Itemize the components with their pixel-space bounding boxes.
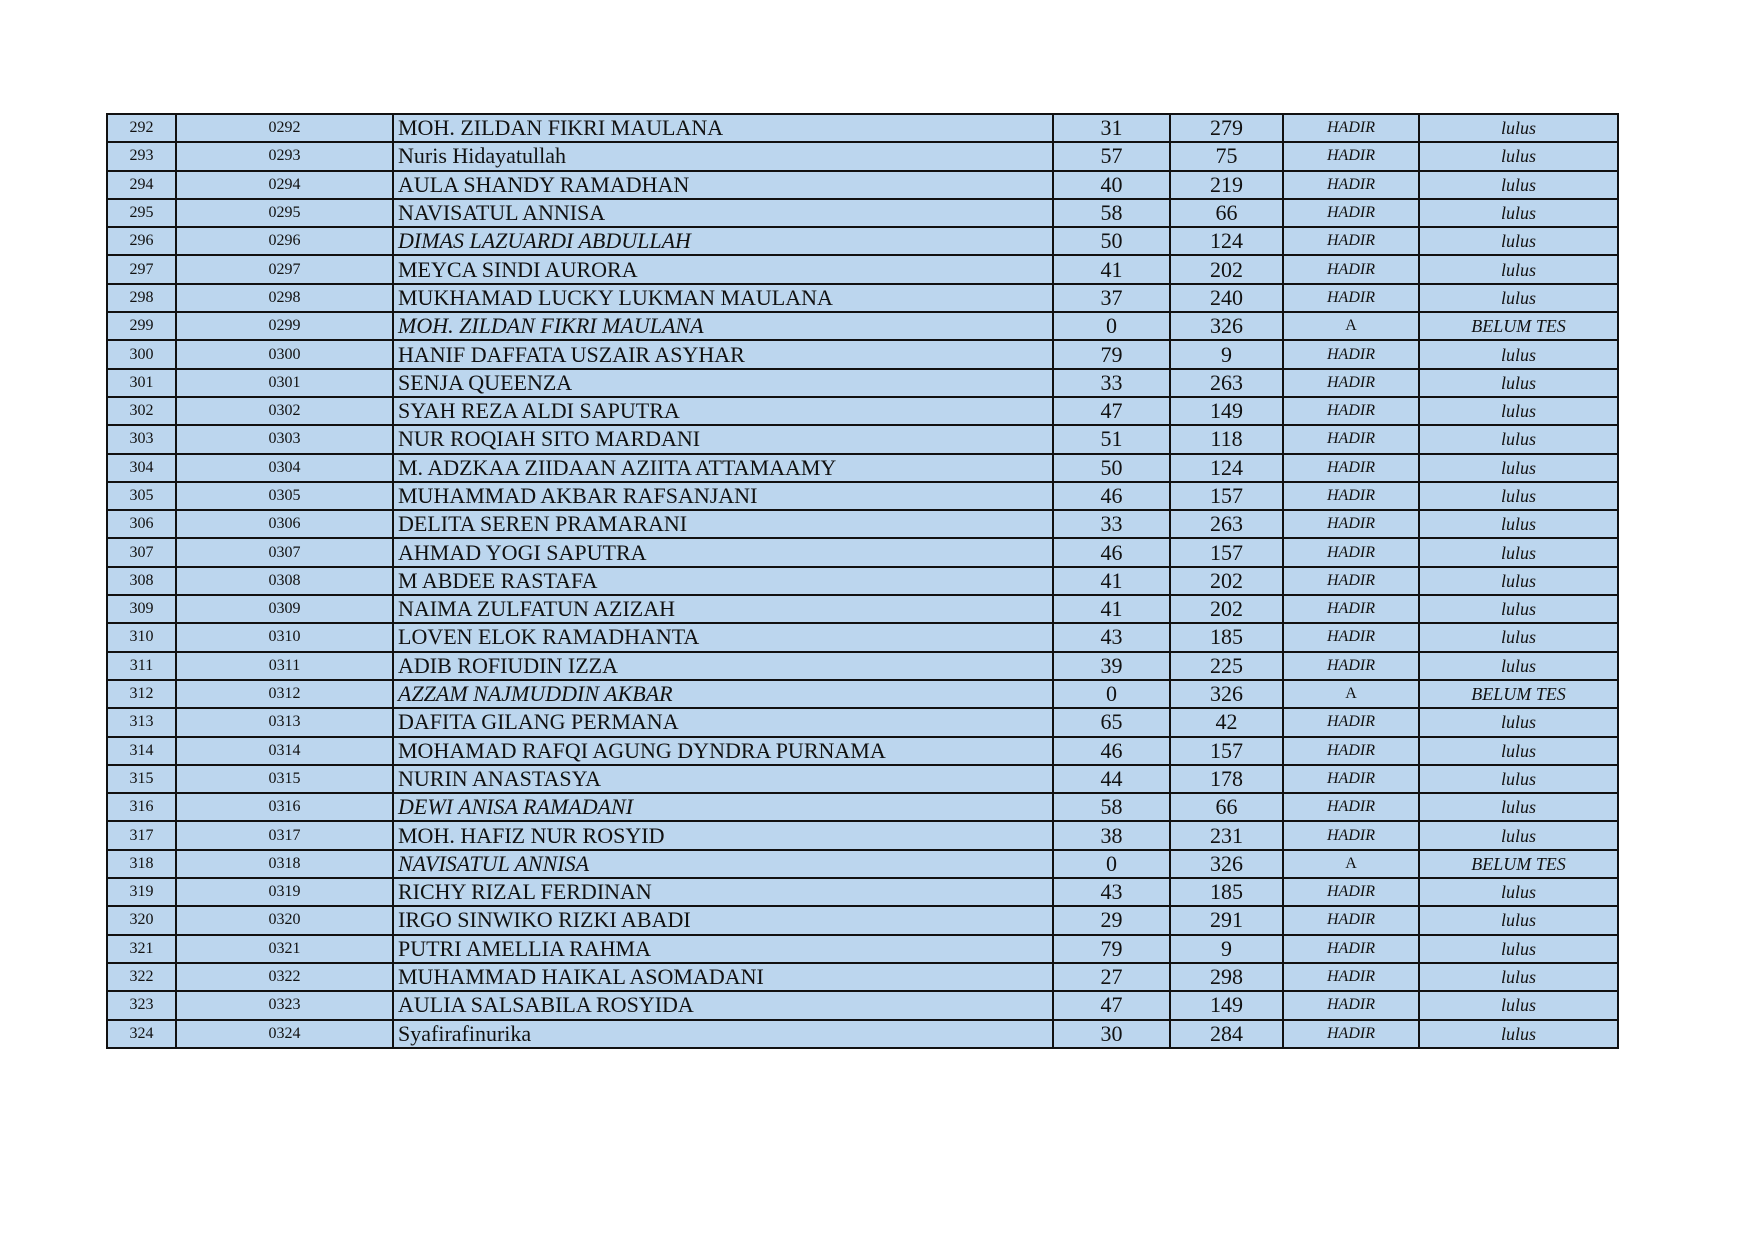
score-cell: 46 [1053, 482, 1170, 510]
score-cell: 0 [1053, 680, 1170, 708]
table-row [107, 255, 1618, 283]
row-number-cell: 294 [107, 171, 176, 199]
table-row [107, 227, 1618, 255]
score-cell: 57 [1053, 142, 1170, 170]
result-status-cell: lulus [1419, 793, 1618, 821]
participant-code-cell: 0316 [176, 793, 393, 821]
participant-name-cell: MOH. ZILDAN FIKRI MAULANA [393, 114, 1053, 142]
score-cell: 46 [1053, 737, 1170, 765]
result-status-cell: BELUM TES [1419, 680, 1618, 708]
result-status-cell: lulus [1419, 284, 1618, 312]
attendance-status-cell: HADIR [1283, 142, 1419, 170]
table-row [107, 171, 1618, 199]
table-row [107, 1020, 1618, 1048]
attendance-status-cell: HADIR [1283, 737, 1419, 765]
result-status-cell: lulus [1419, 538, 1618, 566]
attendance-status-cell: HADIR [1283, 821, 1419, 849]
result-status-cell: lulus [1419, 454, 1618, 482]
participant-name-cell: IRGO SINWIKO RIZKI ABADI [393, 906, 1053, 934]
rank-cell: 75 [1170, 142, 1283, 170]
attendance-status-cell: A [1283, 680, 1419, 708]
attendance-status-cell: HADIR [1283, 652, 1419, 680]
participant-code-cell: 0313 [176, 708, 393, 736]
rank-cell: 202 [1170, 255, 1283, 283]
score-cell: 0 [1053, 850, 1170, 878]
rank-cell: 124 [1170, 227, 1283, 255]
result-status-cell: lulus [1419, 482, 1618, 510]
attendance-status-cell: HADIR [1283, 340, 1419, 368]
participant-code-cell: 0295 [176, 199, 393, 227]
attendance-status-cell: HADIR [1283, 906, 1419, 934]
rank-cell: 326 [1170, 680, 1283, 708]
table-row [107, 935, 1618, 963]
rank-cell: 185 [1170, 623, 1283, 651]
participant-name-cell: M. ADZKAA ZIIDAAN AZIITA ATTAMAAMY [393, 454, 1053, 482]
score-cell: 65 [1053, 708, 1170, 736]
rank-cell: 291 [1170, 906, 1283, 934]
participant-name-cell: LOVEN ELOK RAMADHANTA [393, 623, 1053, 651]
participant-code-cell: 0307 [176, 538, 393, 566]
attendance-status-cell: HADIR [1283, 935, 1419, 963]
result-status-cell: lulus [1419, 765, 1618, 793]
table-row [107, 284, 1618, 312]
participant-name-cell: DEWI ANISA RAMADANI [393, 793, 1053, 821]
score-cell: 50 [1053, 227, 1170, 255]
table-row [107, 906, 1618, 934]
result-status-cell: lulus [1419, 171, 1618, 199]
table-row [107, 510, 1618, 538]
participant-code-cell: 0294 [176, 171, 393, 199]
score-cell: 29 [1053, 906, 1170, 934]
score-cell: 43 [1053, 878, 1170, 906]
participant-code-cell: 0319 [176, 878, 393, 906]
rank-cell: 240 [1170, 284, 1283, 312]
row-number-cell: 312 [107, 680, 176, 708]
table-row [107, 199, 1618, 227]
row-number-cell: 300 [107, 340, 176, 368]
table-row [107, 821, 1618, 849]
participant-code-cell: 0321 [176, 935, 393, 963]
participant-name-cell: DAFITA GILANG PERMANA [393, 708, 1053, 736]
attendance-status-cell: HADIR [1283, 510, 1419, 538]
result-status-cell: lulus [1419, 199, 1618, 227]
participant-code-cell: 0296 [176, 227, 393, 255]
result-status-cell: lulus [1419, 369, 1618, 397]
table-row [107, 482, 1618, 510]
score-cell: 40 [1053, 171, 1170, 199]
participant-name-cell: HANIF DAFFATA USZAIR ASYHAR [393, 340, 1053, 368]
participant-name-cell: NUR ROQIAH SITO MARDANI [393, 425, 1053, 453]
rank-cell: 9 [1170, 935, 1283, 963]
participant-code-cell: 0312 [176, 680, 393, 708]
table-row [107, 793, 1618, 821]
result-status-cell: lulus [1419, 878, 1618, 906]
score-cell: 31 [1053, 114, 1170, 142]
rank-cell: 118 [1170, 425, 1283, 453]
table-row [107, 595, 1618, 623]
attendance-status-cell: HADIR [1283, 878, 1419, 906]
attendance-status-cell: HADIR [1283, 284, 1419, 312]
table-row [107, 114, 1618, 142]
participant-code-cell: 0324 [176, 1020, 393, 1048]
result-status-cell: lulus [1419, 425, 1618, 453]
rank-cell: 202 [1170, 567, 1283, 595]
attendance-status-cell: HADIR [1283, 425, 1419, 453]
participant-name-cell: MOH. ZILDAN FIKRI MAULANA [393, 312, 1053, 340]
table-row [107, 567, 1618, 595]
participant-name-cell: M ABDEE RASTAFA [393, 567, 1053, 595]
result-status-cell: lulus [1419, 906, 1618, 934]
score-cell: 79 [1053, 935, 1170, 963]
attendance-status-cell: HADIR [1283, 538, 1419, 566]
row-number-cell: 317 [107, 821, 176, 849]
row-number-cell: 324 [107, 1020, 176, 1048]
participant-name-cell: AZZAM NAJMUDDIN AKBAR [393, 680, 1053, 708]
row-number-cell: 320 [107, 906, 176, 934]
result-status-cell: lulus [1419, 397, 1618, 425]
rank-cell: 279 [1170, 114, 1283, 142]
participant-code-cell: 0311 [176, 652, 393, 680]
table-row [107, 680, 1618, 708]
table-row [107, 850, 1618, 878]
score-cell: 79 [1053, 340, 1170, 368]
rank-cell: 124 [1170, 454, 1283, 482]
result-status-cell: lulus [1419, 114, 1618, 142]
row-number-cell: 321 [107, 935, 176, 963]
results-table-body [107, 114, 1618, 1048]
score-cell: 47 [1053, 397, 1170, 425]
row-number-cell: 304 [107, 454, 176, 482]
table-row [107, 454, 1618, 482]
rank-cell: 231 [1170, 821, 1283, 849]
participant-name-cell: MUHAMMAD HAIKAL ASOMADANI [393, 963, 1053, 991]
attendance-status-cell: HADIR [1283, 199, 1419, 227]
row-number-cell: 297 [107, 255, 176, 283]
participant-name-cell: RICHY RIZAL FERDINAN [393, 878, 1053, 906]
result-status-cell: lulus [1419, 340, 1618, 368]
participant-name-cell: NURIN ANASTASYA [393, 765, 1053, 793]
score-cell: 41 [1053, 567, 1170, 595]
rank-cell: 326 [1170, 850, 1283, 878]
row-number-cell: 307 [107, 538, 176, 566]
score-cell: 33 [1053, 369, 1170, 397]
rank-cell: 149 [1170, 397, 1283, 425]
participant-name-cell: NAIMA ZULFATUN AZIZAH [393, 595, 1053, 623]
participant-code-cell: 0293 [176, 142, 393, 170]
attendance-status-cell: HADIR [1283, 567, 1419, 595]
result-status-cell: lulus [1419, 227, 1618, 255]
rank-cell: 178 [1170, 765, 1283, 793]
participant-name-cell: AHMAD YOGI SAPUTRA [393, 538, 1053, 566]
row-number-cell: 322 [107, 963, 176, 991]
participant-code-cell: 0314 [176, 737, 393, 765]
table-row [107, 963, 1618, 991]
result-status-cell: BELUM TES [1419, 850, 1618, 878]
participant-code-cell: 0306 [176, 510, 393, 538]
participant-code-cell: 0323 [176, 991, 393, 1019]
row-number-cell: 306 [107, 510, 176, 538]
score-cell: 46 [1053, 538, 1170, 566]
participant-name-cell: DIMAS LAZUARDI ABDULLAH [393, 227, 1053, 255]
score-cell: 39 [1053, 652, 1170, 680]
rank-cell: 202 [1170, 595, 1283, 623]
row-number-cell: 314 [107, 737, 176, 765]
row-number-cell: 296 [107, 227, 176, 255]
attendance-status-cell: HADIR [1283, 454, 1419, 482]
participant-code-cell: 0322 [176, 963, 393, 991]
attendance-status-cell: A [1283, 312, 1419, 340]
participant-name-cell: DELITA SEREN PRAMARANI [393, 510, 1053, 538]
result-status-cell: lulus [1419, 935, 1618, 963]
row-number-cell: 311 [107, 652, 176, 680]
row-number-cell: 316 [107, 793, 176, 821]
participant-code-cell: 0309 [176, 595, 393, 623]
rank-cell: 42 [1170, 708, 1283, 736]
results-table [106, 113, 1619, 1049]
row-number-cell: 302 [107, 397, 176, 425]
attendance-status-cell: HADIR [1283, 171, 1419, 199]
row-number-cell: 309 [107, 595, 176, 623]
attendance-status-cell: HADIR [1283, 114, 1419, 142]
row-number-cell: 319 [107, 878, 176, 906]
attendance-status-cell: HADIR [1283, 963, 1419, 991]
score-cell: 0 [1053, 312, 1170, 340]
participant-code-cell: 0292 [176, 114, 393, 142]
attendance-status-cell: A [1283, 850, 1419, 878]
row-number-cell: 303 [107, 425, 176, 453]
table-row [107, 397, 1618, 425]
rank-cell: 219 [1170, 171, 1283, 199]
participant-name-cell: ADIB ROFIUDIN IZZA [393, 652, 1053, 680]
participant-code-cell: 0305 [176, 482, 393, 510]
table-row [107, 312, 1618, 340]
table-row [107, 708, 1618, 736]
rank-cell: 263 [1170, 510, 1283, 538]
table-row [107, 538, 1618, 566]
rank-cell: 263 [1170, 369, 1283, 397]
score-cell: 44 [1053, 765, 1170, 793]
participant-code-cell: 0301 [176, 369, 393, 397]
table-row [107, 142, 1618, 170]
result-status-cell: lulus [1419, 1020, 1618, 1048]
rank-cell: 66 [1170, 199, 1283, 227]
attendance-status-cell: HADIR [1283, 765, 1419, 793]
result-status-cell: lulus [1419, 737, 1618, 765]
table-row [107, 765, 1618, 793]
participant-code-cell: 0300 [176, 340, 393, 368]
row-number-cell: 318 [107, 850, 176, 878]
table-row [107, 737, 1618, 765]
score-cell: 27 [1053, 963, 1170, 991]
row-number-cell: 295 [107, 199, 176, 227]
participant-code-cell: 0304 [176, 454, 393, 482]
rank-cell: 298 [1170, 963, 1283, 991]
score-cell: 37 [1053, 284, 1170, 312]
result-status-cell: lulus [1419, 255, 1618, 283]
attendance-status-cell: HADIR [1283, 227, 1419, 255]
row-number-cell: 313 [107, 708, 176, 736]
participant-code-cell: 0297 [176, 255, 393, 283]
result-status-cell: lulus [1419, 510, 1618, 538]
result-status-cell: BELUM TES [1419, 312, 1618, 340]
score-cell: 50 [1053, 454, 1170, 482]
table-row [107, 991, 1618, 1019]
participant-name-cell: MOH. HAFIZ NUR ROSYID [393, 821, 1053, 849]
participant-name-cell: PUTRI AMELLIA RAHMA [393, 935, 1053, 963]
attendance-status-cell: HADIR [1283, 793, 1419, 821]
row-number-cell: 298 [107, 284, 176, 312]
score-cell: 47 [1053, 991, 1170, 1019]
result-status-cell: lulus [1419, 991, 1618, 1019]
attendance-status-cell: HADIR [1283, 369, 1419, 397]
rank-cell: 185 [1170, 878, 1283, 906]
participant-name-cell: SENJA QUEENZA [393, 369, 1053, 397]
table-row [107, 623, 1618, 651]
row-number-cell: 299 [107, 312, 176, 340]
rank-cell: 149 [1170, 991, 1283, 1019]
result-status-cell: lulus [1419, 567, 1618, 595]
attendance-status-cell: HADIR [1283, 595, 1419, 623]
attendance-status-cell: HADIR [1283, 623, 1419, 651]
participant-code-cell: 0318 [176, 850, 393, 878]
participant-code-cell: 0310 [176, 623, 393, 651]
participant-name-cell: AULIA SALSABILA ROSYIDA [393, 991, 1053, 1019]
participant-name-cell: MUKHAMAD LUCKY LUKMAN MAULANA [393, 284, 1053, 312]
result-status-cell: lulus [1419, 652, 1618, 680]
result-status-cell: lulus [1419, 708, 1618, 736]
row-number-cell: 315 [107, 765, 176, 793]
participant-code-cell: 0308 [176, 567, 393, 595]
rank-cell: 225 [1170, 652, 1283, 680]
result-status-cell: lulus [1419, 142, 1618, 170]
participant-name-cell: NAVISATUL ANNISA [393, 199, 1053, 227]
score-cell: 43 [1053, 623, 1170, 651]
participant-name-cell: MEYCA SINDI AURORA [393, 255, 1053, 283]
rank-cell: 157 [1170, 482, 1283, 510]
attendance-status-cell: HADIR [1283, 482, 1419, 510]
row-number-cell: 308 [107, 567, 176, 595]
score-cell: 58 [1053, 793, 1170, 821]
participant-code-cell: 0315 [176, 765, 393, 793]
participant-code-cell: 0302 [176, 397, 393, 425]
rank-cell: 326 [1170, 312, 1283, 340]
participant-name-cell: SYAH REZA ALDI SAPUTRA [393, 397, 1053, 425]
row-number-cell: 310 [107, 623, 176, 651]
attendance-status-cell: HADIR [1283, 1020, 1419, 1048]
participant-name-cell: Syafirafinurika [393, 1020, 1053, 1048]
score-cell: 30 [1053, 1020, 1170, 1048]
row-number-cell: 323 [107, 991, 176, 1019]
score-cell: 58 [1053, 199, 1170, 227]
row-number-cell: 292 [107, 114, 176, 142]
participant-code-cell: 0299 [176, 312, 393, 340]
participant-code-cell: 0303 [176, 425, 393, 453]
participant-name-cell: MOHAMAD RAFQI AGUNG DYNDRA PURNAMA [393, 737, 1053, 765]
result-status-cell: lulus [1419, 963, 1618, 991]
participant-name-cell: NAVISATUL ANNISA [393, 850, 1053, 878]
attendance-status-cell: HADIR [1283, 255, 1419, 283]
rank-cell: 157 [1170, 737, 1283, 765]
rank-cell: 157 [1170, 538, 1283, 566]
attendance-status-cell: HADIR [1283, 991, 1419, 1019]
score-cell: 38 [1053, 821, 1170, 849]
rank-cell: 66 [1170, 793, 1283, 821]
attendance-status-cell: HADIR [1283, 708, 1419, 736]
rank-cell: 9 [1170, 340, 1283, 368]
table-row [107, 425, 1618, 453]
row-number-cell: 301 [107, 369, 176, 397]
result-status-cell: lulus [1419, 595, 1618, 623]
table-row [107, 340, 1618, 368]
participant-name-cell: AULA SHANDY RAMADHAN [393, 171, 1053, 199]
result-status-cell: lulus [1419, 821, 1618, 849]
participant-name-cell: MUHAMMAD AKBAR RAFSANJANI [393, 482, 1053, 510]
row-number-cell: 293 [107, 142, 176, 170]
table-row [107, 878, 1618, 906]
score-cell: 51 [1053, 425, 1170, 453]
table-row [107, 652, 1618, 680]
participant-code-cell: 0320 [176, 906, 393, 934]
score-cell: 33 [1053, 510, 1170, 538]
row-number-cell: 305 [107, 482, 176, 510]
attendance-status-cell: HADIR [1283, 397, 1419, 425]
result-status-cell: lulus [1419, 623, 1618, 651]
participant-code-cell: 0317 [176, 821, 393, 849]
participant-name-cell: Nuris Hidayatullah [393, 142, 1053, 170]
participant-code-cell: 0298 [176, 284, 393, 312]
score-cell: 41 [1053, 595, 1170, 623]
rank-cell: 284 [1170, 1020, 1283, 1048]
score-cell: 41 [1053, 255, 1170, 283]
table-row [107, 369, 1618, 397]
